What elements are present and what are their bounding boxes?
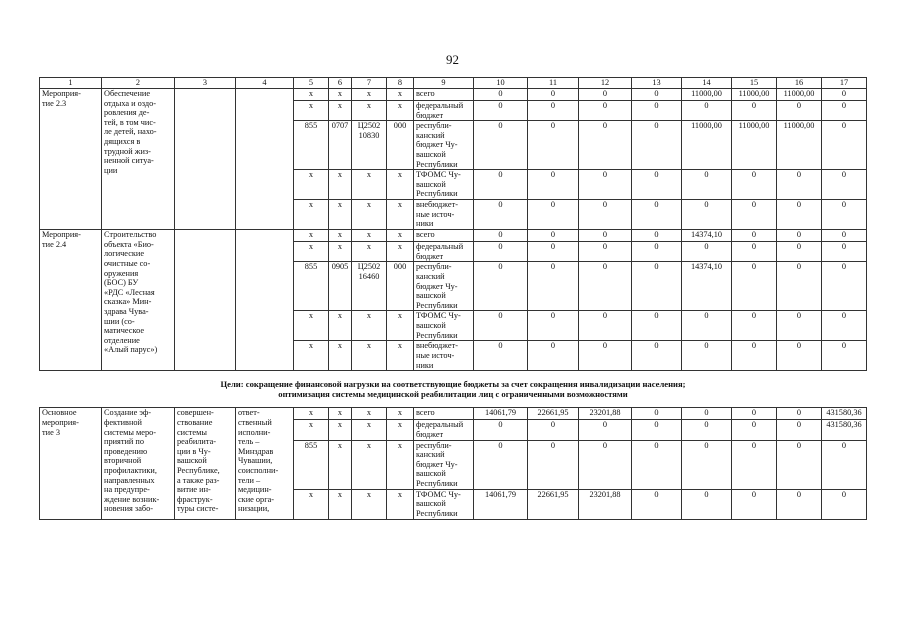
column-number-header: 9	[414, 78, 474, 89]
expense-type-cell: х	[387, 101, 414, 121]
amount-cell: 0	[528, 420, 579, 440]
target-article-cell: х	[352, 230, 387, 242]
amount-cell: 0	[682, 440, 732, 489]
expense-type-cell: х	[387, 440, 414, 489]
column-number-header: 5	[294, 78, 329, 89]
amount-cell: 0	[528, 101, 579, 121]
amount-cell: 0	[732, 170, 777, 200]
grbs-code-cell: х	[294, 242, 329, 262]
funding-source-cell: республи- канский бюджет Чу- вашской Республики	[414, 440, 474, 489]
amount-cell: 0	[777, 341, 822, 371]
amount-cell: 0	[822, 89, 867, 101]
amount-cell: 11000,00	[777, 89, 822, 101]
column-number-header: 3	[175, 78, 236, 89]
column-number-header: 6	[329, 78, 352, 89]
grbs-code-cell: х	[294, 101, 329, 121]
goal-row	[40, 371, 867, 408]
amount-cell: 23201,88	[579, 408, 632, 420]
amount-cell: 0	[822, 101, 867, 121]
amount-cell: 11000,00	[732, 121, 777, 170]
target-article-cell: х	[352, 408, 387, 420]
amount-cell: 0	[474, 341, 528, 371]
amount-cell: 0	[682, 242, 732, 262]
section-code-cell: х	[329, 101, 352, 121]
section-code-cell: х	[329, 489, 352, 519]
funding-source-cell: ТФОМС Чу- вашской Республики	[414, 311, 474, 341]
amount-cell: 0	[822, 311, 867, 341]
target-article-cell: х	[352, 311, 387, 341]
column-number-header: 2	[102, 78, 175, 89]
amount-cell: 0	[579, 341, 632, 371]
amount-cell: 0	[632, 242, 682, 262]
column-number-header: 1	[40, 78, 102, 89]
funding-source-cell: всего	[414, 230, 474, 242]
target-article-cell: х	[352, 420, 387, 440]
amount-cell: 0	[732, 440, 777, 489]
amount-cell: 0	[732, 408, 777, 420]
section-code-cell: х	[329, 311, 352, 341]
goal-task-cell	[175, 89, 236, 230]
grbs-code-cell: х	[294, 200, 329, 230]
amount-cell: 0	[579, 420, 632, 440]
amount-cell: 14061,79	[474, 408, 528, 420]
funding-source-cell: федеральный бюджет	[414, 420, 474, 440]
expense-type-cell: х	[387, 230, 414, 242]
activity-cell: Мероприя- тие 2.3	[40, 89, 102, 230]
goal-task-cell: совершен- ствование системы реабилита- ции в Чу- вашской Республике, а также раз- витие ин- фраструк- туры систе-	[175, 408, 236, 519]
amount-cell: 0	[579, 121, 632, 170]
amount-cell: 0	[528, 242, 579, 262]
amount-cell: 0	[682, 101, 732, 121]
grbs-code-cell: х	[294, 170, 329, 200]
amount-cell: 0	[474, 230, 528, 242]
amount-cell: 0	[777, 200, 822, 230]
amount-cell: 0	[732, 420, 777, 440]
activity-cell: Основное мероприя- тие 3	[40, 408, 102, 519]
goal-task-cell	[175, 230, 236, 371]
grbs-code-cell: х	[294, 420, 329, 440]
amount-cell: 11000,00	[777, 121, 822, 170]
amount-cell: 0	[732, 489, 777, 519]
amount-cell: 0	[579, 242, 632, 262]
amount-cell: 0	[632, 89, 682, 101]
grbs-code-cell: х	[294, 89, 329, 101]
amount-cell: 0	[474, 170, 528, 200]
amount-cell: 22661,95	[528, 408, 579, 420]
amount-cell: 0	[777, 242, 822, 262]
amount-cell: 0	[732, 311, 777, 341]
funding-source-cell: федеральный бюджет	[414, 101, 474, 121]
amount-cell: 0	[632, 262, 682, 311]
activity-name-cell: Строительство объекта «Био- логические очистные со- оружения (БОС) БУ «РДС «Лесная сказка» Мин- здрава Чува- шии (со- матическое отделение «Алый парус»)	[102, 230, 175, 371]
responsible-cell: ответ- ственный исполни- тель – Минздрав Чувашии, соисполни- тели – медицин- ские орга- низации,	[236, 408, 294, 519]
page-number: 92	[446, 52, 459, 67]
amount-cell: 0	[528, 311, 579, 341]
goal-line-2: оптимизация системы медицинской реабилитации лиц с ограниченными возможностями	[278, 389, 628, 400]
section-code-cell: х	[329, 420, 352, 440]
expense-type-cell: х	[387, 170, 414, 200]
expense-type-cell: х	[387, 311, 414, 341]
grbs-code-cell: 855	[294, 440, 329, 489]
section-code-cell: х	[329, 341, 352, 371]
amount-cell: 0	[632, 170, 682, 200]
expense-type-cell: х	[387, 420, 414, 440]
amount-cell: 0	[474, 89, 528, 101]
amount-cell: 0	[579, 311, 632, 341]
expense-type-cell: х	[387, 200, 414, 230]
activity-cell: Мероприя- тие 2.4	[40, 230, 102, 371]
amount-cell: 0	[777, 489, 822, 519]
funding-source-cell: республи- канский бюджет Чу- вашской Республики	[414, 121, 474, 170]
amount-cell: 0	[632, 200, 682, 230]
grbs-code-cell: 855	[294, 121, 329, 170]
amount-cell: 0	[474, 121, 528, 170]
amount-cell: 0	[528, 89, 579, 101]
funding-source-cell: всего	[414, 89, 474, 101]
amount-cell: 0	[474, 262, 528, 311]
amount-cell: 0	[579, 440, 632, 489]
amount-cell: 0	[777, 101, 822, 121]
amount-cell: 0	[474, 242, 528, 262]
column-number-header: 4	[236, 78, 294, 89]
amount-cell: 0	[632, 489, 682, 519]
amount-cell: 0	[732, 200, 777, 230]
grbs-code-cell: х	[294, 311, 329, 341]
table-header-row	[40, 78, 867, 89]
amount-cell: 0	[632, 121, 682, 170]
amount-cell: 0	[579, 89, 632, 101]
activity-name-cell: Обеспечение отдыха и оздо- ровления де- тей, в том чис- ле детей, нахо- дящихся в трудной жиз- ненной ситуа- ции	[102, 89, 175, 230]
amount-cell: 0	[777, 170, 822, 200]
target-article-cell: х	[352, 489, 387, 519]
target-article-cell: х	[352, 242, 387, 262]
amount-cell: 0	[579, 262, 632, 311]
amount-cell: 0	[528, 170, 579, 200]
section-code-cell: х	[329, 89, 352, 101]
goal-cell	[40, 371, 867, 408]
expense-type-cell: 000	[387, 262, 414, 311]
amount-cell: 0	[579, 200, 632, 230]
amount-cell: 0	[632, 440, 682, 489]
column-number-header: 8	[387, 78, 414, 89]
amount-cell: 0	[528, 440, 579, 489]
amount-cell: 0	[528, 121, 579, 170]
amount-cell: 0	[632, 408, 682, 420]
amount-cell: 0	[822, 121, 867, 170]
amount-cell: 22661,95	[528, 489, 579, 519]
target-article-cell: х	[352, 89, 387, 101]
target-article-cell: х	[352, 170, 387, 200]
amount-cell: 0	[632, 420, 682, 440]
amount-cell: 0	[682, 341, 732, 371]
section-code-cell: 0707	[329, 121, 352, 170]
amount-cell: 0	[777, 230, 822, 242]
target-article-cell: Ц2502 10830	[352, 121, 387, 170]
amount-cell: 0	[579, 170, 632, 200]
amount-cell: 0	[732, 262, 777, 311]
funding-source-cell: республи- канский бюджет Чу- вашской Республики	[414, 262, 474, 311]
funding-source-cell: федеральный бюджет	[414, 242, 474, 262]
activity-name-cell: Создание эф- фективной системы меро- приятий по проведению вторичной профилактики, направленных на предупре- ждение возник- новения забо-	[102, 408, 175, 519]
amount-cell: 11000,00	[682, 89, 732, 101]
responsible-cell	[236, 89, 294, 230]
amount-cell: 0	[822, 489, 867, 519]
target-article-cell: х	[352, 101, 387, 121]
section-code-cell: х	[329, 242, 352, 262]
column-number-header: 17	[822, 78, 867, 89]
amount-cell: 0	[732, 230, 777, 242]
section-code-cell: 0905	[329, 262, 352, 311]
amount-cell: 0	[777, 420, 822, 440]
target-article-cell: х	[352, 440, 387, 489]
column-number-header: 14	[682, 78, 732, 89]
amount-cell: 0	[777, 311, 822, 341]
amount-cell: 0	[474, 200, 528, 230]
amount-cell: 0	[682, 420, 732, 440]
section-code-cell: х	[329, 440, 352, 489]
amount-cell: 0	[822, 230, 867, 242]
funding-source-cell: внебюджет- ные источ- ники	[414, 341, 474, 371]
expense-type-cell: х	[387, 242, 414, 262]
table-row	[40, 89, 867, 101]
amount-cell: 11000,00	[732, 89, 777, 101]
expense-type-cell: х	[387, 408, 414, 420]
grbs-code-cell: х	[294, 408, 329, 420]
amount-cell: 0	[732, 101, 777, 121]
amount-cell: 0	[777, 262, 822, 311]
amount-cell: 0	[682, 311, 732, 341]
section-code-cell: х	[329, 408, 352, 420]
amount-cell: 0	[528, 341, 579, 371]
funding-source-cell: ТФОМС Чу- вашской Республики	[414, 489, 474, 519]
amount-cell: 0	[579, 101, 632, 121]
column-number-header: 11	[528, 78, 579, 89]
grbs-code-cell: х	[294, 341, 329, 371]
amount-cell: 0	[528, 200, 579, 230]
amount-cell: 0	[474, 440, 528, 489]
expense-type-cell: х	[387, 341, 414, 371]
amount-cell: 0	[777, 408, 822, 420]
amount-cell: 0	[682, 408, 732, 420]
column-number-header: 13	[632, 78, 682, 89]
amount-cell: 0	[822, 440, 867, 489]
amount-cell: 0	[579, 230, 632, 242]
amount-cell: 0	[682, 489, 732, 519]
amount-cell: 0	[777, 440, 822, 489]
amount-cell: 0	[732, 341, 777, 371]
responsible-cell	[236, 230, 294, 371]
amount-cell: 0	[632, 101, 682, 121]
amount-cell: 0	[528, 262, 579, 311]
section-code-cell: х	[329, 200, 352, 230]
funding-source-cell: ТФОМС Чу- вашской Республики	[414, 170, 474, 200]
column-number-header: 10	[474, 78, 528, 89]
column-number-header: 7	[352, 78, 387, 89]
expense-type-cell: х	[387, 89, 414, 101]
expense-type-cell: 000	[387, 121, 414, 170]
amount-cell: 0	[632, 311, 682, 341]
table-row	[40, 408, 867, 420]
amount-cell: 0	[822, 341, 867, 371]
amount-cell: 0	[682, 170, 732, 200]
target-article-cell: х	[352, 341, 387, 371]
amount-cell: 14374,10	[682, 230, 732, 242]
grbs-code-cell: х	[294, 230, 329, 242]
amount-cell: 0	[682, 200, 732, 230]
amount-cell: 14374,10	[682, 262, 732, 311]
funding-source-cell: всего	[414, 408, 474, 420]
amount-cell: 431580,36	[822, 420, 867, 440]
amount-cell: 0	[822, 200, 867, 230]
amount-cell: 0	[528, 230, 579, 242]
amount-cell: 0	[632, 230, 682, 242]
amount-cell: 0	[632, 341, 682, 371]
section-code-cell: х	[329, 170, 352, 200]
amount-cell: 23201,88	[579, 489, 632, 519]
amount-cell: 0	[474, 420, 528, 440]
target-article-cell: Ц2502 16460	[352, 262, 387, 311]
amount-cell: 11000,00	[682, 121, 732, 170]
funding-source-cell: внебюджет- ные источ- ники	[414, 200, 474, 230]
goal-line-1: Цели: сокращение финансовой нагрузки на соответствующие бюджеты за счет сокращения инвалидизации населения;	[220, 379, 686, 390]
target-article-cell: х	[352, 200, 387, 230]
amount-cell: 0	[822, 170, 867, 200]
section-code-cell: х	[329, 230, 352, 242]
amount-cell: 0	[474, 101, 528, 121]
expense-type-cell: х	[387, 489, 414, 519]
column-number-header: 15	[732, 78, 777, 89]
amount-cell: 0	[474, 311, 528, 341]
amount-cell: 0	[732, 242, 777, 262]
grbs-code-cell: х	[294, 489, 329, 519]
amount-cell: 14061,79	[474, 489, 528, 519]
amount-cell: 0	[822, 242, 867, 262]
column-number-header: 12	[579, 78, 632, 89]
amount-cell: 0	[822, 262, 867, 311]
table-row	[40, 230, 867, 242]
column-number-header: 16	[777, 78, 822, 89]
grbs-code-cell: 855	[294, 262, 329, 311]
amount-cell: 431580,36	[822, 408, 867, 420]
budget-table	[39, 77, 867, 520]
